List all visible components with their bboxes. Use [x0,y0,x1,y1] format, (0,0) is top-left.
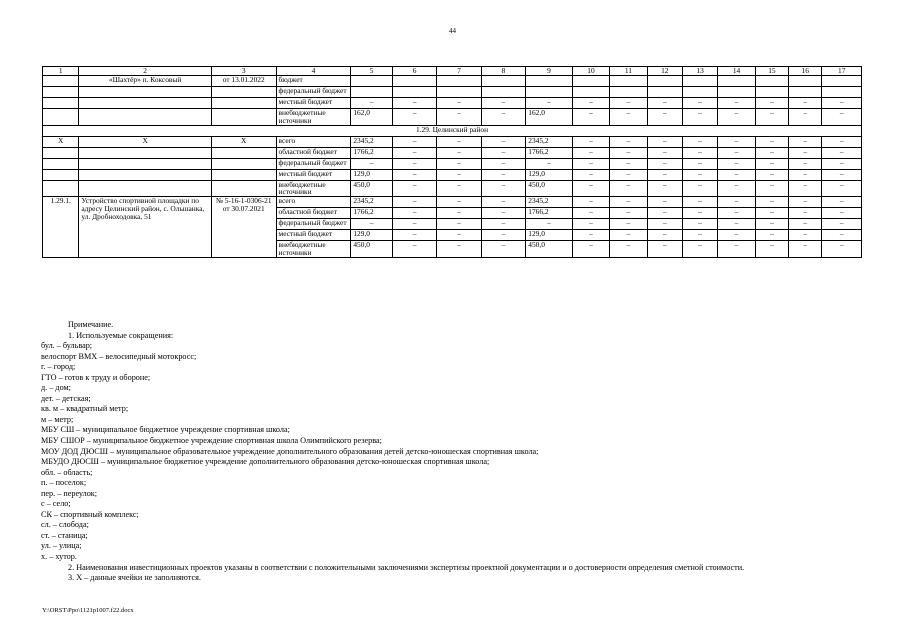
cell-value [526,76,573,87]
cell-funding-source: местный бюджет [276,169,351,180]
cell-value: – [822,158,862,169]
cell-value: 2345,2 [351,197,392,208]
cell-value: 129,0 [351,230,392,241]
cell-value: – [610,219,647,230]
table-row [43,76,862,87]
column-header: 11 [610,67,647,76]
cell-value: – [647,98,682,109]
cell-value: – [755,230,788,241]
cell-value: – [572,219,609,230]
cell-col2: Х [79,136,211,147]
cell-value: – [647,109,682,126]
cell-value: – [572,180,609,197]
cell-value [682,87,717,98]
cell-value: – [481,147,525,158]
cell-value: 129,0 [526,230,573,241]
cell-value: – [481,208,525,219]
cell-value: – [755,109,788,126]
cell-value: – [789,98,822,109]
cell-value [610,76,647,87]
note-line: ул. – улица; [41,541,82,551]
cell-value: – [610,180,647,197]
cell-value [392,87,436,98]
cell-value: – [481,197,525,208]
cell-value: – [572,158,609,169]
cell-funding-source: федеральный бюджет [276,158,351,169]
note-line: кв. м – квадратный метр; [41,404,129,414]
cell-value: – [392,230,436,241]
cell-value: 2345,2 [526,136,573,147]
cell-value: – [822,147,862,158]
cell-value: – [481,158,525,169]
cell-funding-source: областной бюджет [276,208,351,219]
cell-col2 [79,147,211,158]
cell-value [682,76,717,87]
cell-value: – [572,136,609,147]
cell-value: – [647,230,682,241]
cell-value: – [392,169,436,180]
cell-value [822,87,862,98]
cell-value: – [755,241,788,258]
column-header: 14 [718,67,755,76]
cell-value: – [610,109,647,126]
cell-value: – [481,219,525,230]
investment-table [42,66,862,258]
column-header: 16 [789,67,822,76]
column-header: 12 [647,67,682,76]
column-header: 3 [211,67,276,76]
table-row [43,87,862,98]
cell-value: – [392,219,436,230]
cell-value: – [789,169,822,180]
cell-value: – [822,197,862,208]
column-header: 17 [822,67,862,76]
cell-value: – [682,136,717,147]
cell-col3: от 13.01.2022 [211,76,276,87]
cell-value: – [822,208,862,219]
cell-value: – [755,158,788,169]
cell-value: – [755,208,788,219]
note-line: х. – хутор. [41,552,77,562]
cell-value: – [437,109,481,126]
note-line: п. – поселок; [41,478,87,488]
cell-funding-source: местный бюджет [276,98,351,109]
cell-value [718,76,755,87]
cell-value: 162,0 [526,109,573,126]
cell-value: – [647,136,682,147]
cell-value: – [718,197,755,208]
cell-value: – [351,98,392,109]
cell-col1 [43,76,79,87]
note-line: ст. – станица; [41,530,88,540]
cell-value [437,76,481,87]
cell-value: – [789,241,822,258]
note-line: МБУ СШ – муниципальное бюджетное учреждение спортивная школа; [41,425,290,435]
cell-col3 [211,87,276,98]
cell-value: – [789,208,822,219]
cell-funding-source: внебюджетные источники [276,109,351,126]
cell-value: – [437,208,481,219]
cell-col2: «Шахтёр» п. Коксовый [79,76,211,87]
cell-value: – [437,98,481,109]
cell-value: – [392,147,436,158]
note-line: велоспорт ВМХ – велосипедный мотокросс; [41,351,197,361]
cell-funding-source: областной бюджет [276,147,351,158]
cell-value: – [392,208,436,219]
cell-value: – [755,147,788,158]
cell-value: – [437,230,481,241]
cell-col1 [43,169,79,180]
column-header: 4 [276,67,351,76]
table-row [43,197,862,208]
cell-value: – [682,158,717,169]
cell-value [392,76,436,87]
cell-value [572,87,609,98]
page-number: 44 [449,27,456,35]
cell-value: – [392,197,436,208]
cell-value: 2345,2 [351,136,392,147]
column-header: 2 [79,67,211,76]
cell-value: – [682,180,717,197]
column-header: 1 [43,67,79,76]
cell-funding-source: местный бюджет [276,230,351,241]
cell-value [437,87,481,98]
note-line: МБУДО ДЮСШ – муниципальное бюджетное учреждение дополнительного образования детско-юношеская спортивная школа; [41,457,490,467]
cell-value: – [481,230,525,241]
cell-value: – [481,98,525,109]
cell-value: – [610,136,647,147]
cell-value: – [437,147,481,158]
cell-value: – [392,98,436,109]
cell-col1 [43,98,79,109]
cell-value: – [610,241,647,258]
cell-value: – [755,169,788,180]
cell-funding-source: федеральный бюджет [276,87,351,98]
note-line: с – село; [41,499,71,509]
cell-value: – [610,208,647,219]
cell-value: – [647,241,682,258]
cell-value: – [572,147,609,158]
cell-value: – [718,147,755,158]
cell-value: – [822,180,862,197]
cell-value: – [789,136,822,147]
note-2: 2. Наименования инвестиционных проектов указаны в соответствии с положительными заключениями экспертизы проектной документации и о достоверности определения сметной стоимости. [68,562,745,572]
cell-value: 1766,2 [526,147,573,158]
cell-col1 [43,87,79,98]
cell-value: – [437,169,481,180]
cell-value: – [822,219,862,230]
cell-col3 [211,147,276,158]
cell-value: – [755,136,788,147]
cell-value [526,87,573,98]
cell-col2: Устройство спортивной площадки по адресу Целинский район, с. Ольшанка, ул. Дробноходовка, 51 [79,197,211,258]
cell-value: – [481,180,525,197]
cell-value: – [437,197,481,208]
cell-col3: № 5-16-1-0306-21 от 30.07.2021 [211,197,276,258]
cell-value: – [610,158,647,169]
cell-col3 [211,169,276,180]
cell-value: – [572,230,609,241]
note-line: г. – город; [41,362,76,372]
cell-value: – [481,241,525,258]
file-path-footer: Y:\ORST\Ppo\1121p1007.f22.docx [42,607,134,614]
column-header: 6 [392,67,436,76]
cell-value [647,87,682,98]
cell-value: – [572,208,609,219]
cell-value: 450,0 [526,241,573,258]
cell-value: – [437,219,481,230]
column-header: 9 [526,67,573,76]
cell-value: – [755,180,788,197]
cell-value: – [718,230,755,241]
cell-value: – [789,158,822,169]
cell-value: 1766,2 [351,147,392,158]
cell-value: – [526,98,573,109]
cell-value [647,76,682,87]
cell-funding-source: всего [276,136,351,147]
column-header: 13 [682,67,717,76]
cell-col1 [43,109,79,126]
cell-value: – [481,109,525,126]
cell-value [755,87,788,98]
cell-funding-source: федеральный бюджет [276,219,351,230]
cell-value: – [718,208,755,219]
cell-value: – [610,98,647,109]
cell-value: – [647,147,682,158]
cell-value [789,76,822,87]
cell-value: – [822,98,862,109]
notes-block [41,320,868,584]
cell-value: – [755,98,788,109]
column-header: 5 [351,67,392,76]
cell-value: – [682,208,717,219]
cell-value: – [437,158,481,169]
note-line: д. – дом; [41,383,71,393]
column-header: 8 [481,67,525,76]
cell-col2 [79,98,211,109]
cell-value: – [351,219,392,230]
cell-funding-source: бюджет [276,76,351,87]
note-line: МБУ СШОР – муниципальное бюджетное учреждение спортивная школа Олимпийского резерва; [41,436,382,446]
cell-value: – [682,230,717,241]
note-line: обл. – область; [41,467,93,477]
cell-funding-source: всего [276,197,351,208]
cell-col1 [43,147,79,158]
cell-value: – [718,98,755,109]
cell-value: – [822,241,862,258]
cell-value: – [351,158,392,169]
cell-value: – [682,219,717,230]
cell-value: 2345,2 [526,197,573,208]
cell-col1: 1.29.1. [43,197,79,258]
cell-value [351,87,392,98]
cell-value: – [718,109,755,126]
cell-value: – [789,109,822,126]
cell-value: – [526,158,573,169]
cell-value: – [682,98,717,109]
cell-value: – [822,136,862,147]
section-title: 1.29. Целинский район [43,125,862,136]
cell-value: – [822,109,862,126]
cell-col2 [79,87,211,98]
cell-value: – [610,147,647,158]
note-line: МОУ ДОД ДЮСШ – муниципальное образовательное учреждение дополнительного образования детей детско-юношеская спортивная школа; [41,446,539,456]
cell-value: – [822,169,862,180]
cell-col3 [211,109,276,126]
cell-value: – [682,147,717,158]
cell-col3: Х [211,136,276,147]
cell-value: 1766,2 [526,208,573,219]
cell-value: 1766,2 [351,208,392,219]
cell-col3 [211,158,276,169]
cell-value [718,87,755,98]
cell-col1 [43,180,79,197]
note-line: Примечание. [68,320,114,329]
cell-value: – [437,241,481,258]
cell-value: – [789,180,822,197]
cell-value [572,76,609,87]
cell-col1 [43,158,79,169]
cell-value: – [718,180,755,197]
cell-value: – [572,241,609,258]
cell-value [789,87,822,98]
cell-value: – [437,180,481,197]
note-line: 1. Используемые сокращения: [68,330,174,340]
cell-value: – [437,136,481,147]
cell-value: 450,0 [351,241,392,258]
cell-value [755,76,788,87]
cell-value: – [822,230,862,241]
cell-value [610,87,647,98]
note-line: бул. – бульвар; [41,341,93,351]
cell-value: – [610,197,647,208]
cell-value: 450,0 [526,180,573,197]
cell-col3 [211,98,276,109]
cell-value: – [718,136,755,147]
note-line: пер. – переулок; [41,488,98,498]
cell-value: – [572,109,609,126]
cell-col2 [79,109,211,126]
cell-value: 162,0 [351,109,392,126]
cell-value: – [682,197,717,208]
cell-value: – [647,180,682,197]
cell-col3 [211,180,276,197]
table-row [43,158,862,169]
cell-value: – [610,230,647,241]
cell-value: – [718,158,755,169]
table-row [43,136,862,147]
cell-value: – [789,219,822,230]
cell-value: – [718,169,755,180]
cell-value: – [789,230,822,241]
column-header: 7 [437,67,481,76]
cell-value: – [610,169,647,180]
cell-funding-source: внебюджетные источники [276,180,351,197]
cell-value: – [789,147,822,158]
table-row [43,169,862,180]
cell-value [822,76,862,87]
section-row [43,125,862,136]
note-line: сл. – слобода; [41,520,89,530]
cell-value: – [572,98,609,109]
cell-value: – [481,169,525,180]
table-row [43,109,862,126]
cell-value: – [682,241,717,258]
cell-value: – [572,197,609,208]
note-line: м – метр; [41,414,74,424]
cell-value: 450,0 [351,180,392,197]
cell-value: – [647,197,682,208]
cell-value [351,76,392,87]
cell-value: – [526,219,573,230]
cell-value: – [647,158,682,169]
cell-value: 129,0 [351,169,392,180]
note-line: ГТО – готов к труду и обороне; [41,372,151,382]
column-header: 15 [755,67,788,76]
cell-value: – [392,109,436,126]
cell-col2 [79,169,211,180]
table-row [43,180,862,197]
table-row [43,98,862,109]
cell-value: – [682,109,717,126]
cell-value: – [718,241,755,258]
cell-value: – [647,169,682,180]
cell-value [481,76,525,87]
cell-value [481,87,525,98]
cell-value: – [755,197,788,208]
cell-value: – [392,136,436,147]
cell-value: – [647,208,682,219]
table-row [43,147,862,158]
note-line: СК – спортивный комплекс; [41,509,139,519]
cell-col2 [79,180,211,197]
cell-funding-source: внебюджетные источники [276,241,351,258]
cell-value: – [392,241,436,258]
cell-col2 [79,158,211,169]
cell-value: – [755,219,788,230]
cell-value: 129,0 [526,169,573,180]
cell-value: – [481,136,525,147]
cell-value: – [392,180,436,197]
cell-value: – [789,197,822,208]
cell-value: – [572,169,609,180]
cell-col1: Х [43,136,79,147]
cell-value: – [718,219,755,230]
cell-value: – [682,169,717,180]
note-line: дет. – детская; [41,393,91,403]
cell-value: – [392,158,436,169]
note-3: 3. Х – данные ячейки не заполняются. [68,573,201,583]
column-header: 10 [572,67,609,76]
cell-value: – [647,219,682,230]
